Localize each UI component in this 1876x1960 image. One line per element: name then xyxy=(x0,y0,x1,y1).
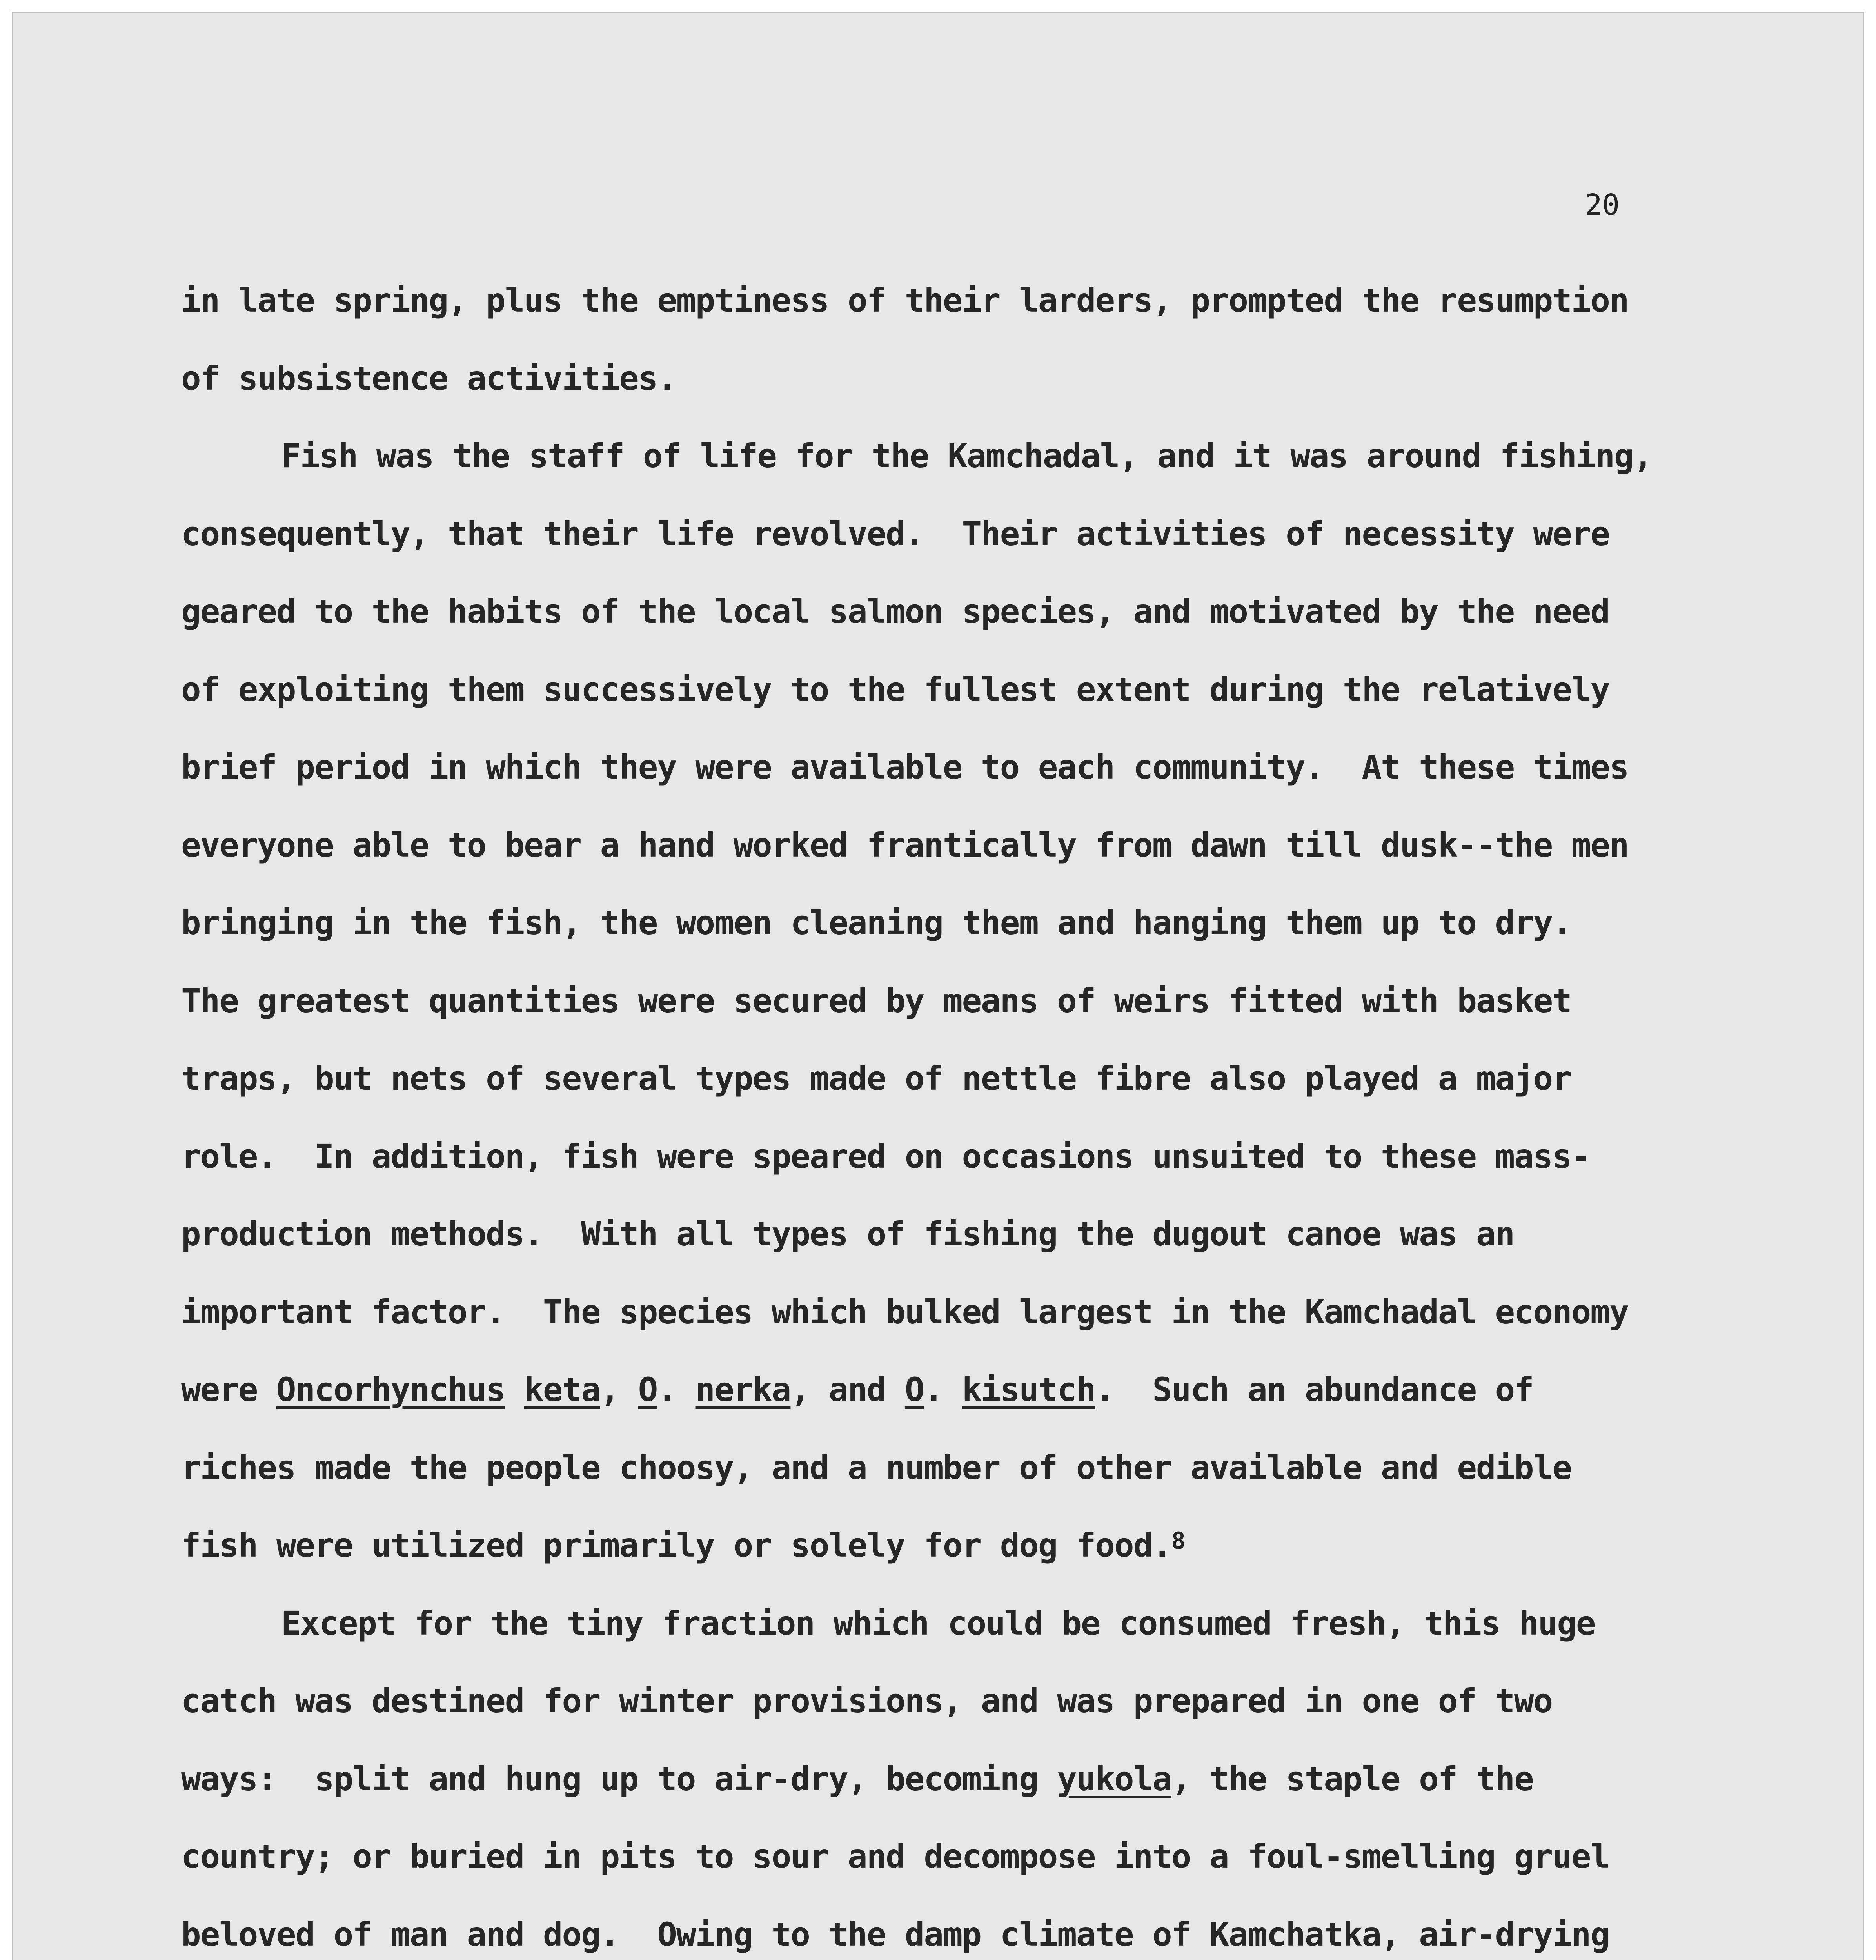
text-segment: , the staple of the xyxy=(1171,1759,1533,1798)
paragraph-2-line-4: of exploiting them successively to the fullest extent during the relatively xyxy=(181,670,1609,709)
term-yukola: yukola xyxy=(1057,1759,1171,1798)
paragraph-2-line-15 xyxy=(181,1506,1710,1584)
paragraph-3-line-5: beloved of man and dog. Owing to the damp climate of Kamchatka, air-drying xyxy=(181,1915,1609,1954)
text-segment: were xyxy=(181,1370,276,1409)
paragraph-2-line-6: everyone able to bear a hand worked frantically from dawn till dusk--the men xyxy=(181,826,1629,864)
document-page xyxy=(12,12,1864,1960)
body-text xyxy=(181,261,1710,1960)
paragraph-2-line-2: consequently, that their life revolved. Their activities of necessity were xyxy=(181,514,1609,553)
paragraph-2-line-5: brief period in which they were available to each community. At these times xyxy=(181,748,1629,786)
text-segment: , and xyxy=(790,1370,905,1409)
paragraph-2-line-13 xyxy=(181,1351,1710,1429)
paragraph-2-line-12: important factor. The species which bulked largest in the Kamchadal economy xyxy=(181,1292,1629,1331)
paragraph-2-line-8: The greatest quantities were secured by means of weirs fitted with basket xyxy=(181,981,1571,1020)
paragraph-2-line-10: role. In addition, fish were speared on occasions unsuited to these mass- xyxy=(181,1137,1591,1176)
paragraph-2-line-11: production methods. With all types of fishing the dugout canoe was an xyxy=(181,1215,1515,1253)
text-segment: . Such an abundance of xyxy=(1095,1370,1533,1409)
species-name-keta: keta xyxy=(524,1370,600,1409)
paragraph-3-line-2: catch was destined for winter provisions, and was prepared in one of two xyxy=(181,1682,1553,1720)
paragraph-1-line-2: of subsistence activities. xyxy=(181,359,676,397)
paragraph-2-line-9: traps, but nets of several types made of nettle fibre also played a major xyxy=(181,1059,1571,1098)
genus-abbreviation: O xyxy=(904,1370,924,1409)
paragraph-2-line-14: riches made the people choosy, and a number of other available and edible xyxy=(181,1448,1571,1487)
paragraph-1-line-1: in late spring, plus the emptiness of their larders, prompted the resumption xyxy=(181,281,1629,319)
text-segment: fish were utilized primarily or solely for dog food. xyxy=(181,1526,1171,1564)
paragraph-2-line-3: geared to the habits of the local salmon species, and motivated by the need xyxy=(181,592,1609,631)
paragraph-3-line-4: country; or buried in pits to sour and decompose into a foul-smelling gruel xyxy=(181,1837,1609,1876)
paragraph-3-line-3 xyxy=(181,1740,1710,1818)
text-segment xyxy=(505,1370,524,1409)
text-segment: , xyxy=(600,1370,638,1409)
text-segment: . xyxy=(657,1370,696,1409)
text-segment: ways: split and hung up to air-dry, becoming xyxy=(181,1759,1057,1798)
footnote-reference: 8 xyxy=(1171,1527,1185,1555)
species-genus: Oncorhynchus xyxy=(276,1370,505,1409)
page-number: 20 xyxy=(1585,188,1620,222)
paragraph-2-line-7: bringing in the fish, the women cleaning them and hanging them up to dry. xyxy=(181,904,1571,942)
text-segment: . xyxy=(924,1370,962,1409)
paragraph-2-line-1: Fish was the staff of life for the Kamchadal, and it was around fishing, xyxy=(281,437,1653,475)
paragraph-3-line-1: Except for the tiny fraction which could be consumed fresh, this huge xyxy=(281,1604,1595,1642)
genus-abbreviation: O xyxy=(638,1370,657,1409)
species-name-nerka: nerka xyxy=(695,1370,791,1409)
species-name-kisutch: kisutch xyxy=(962,1370,1095,1409)
